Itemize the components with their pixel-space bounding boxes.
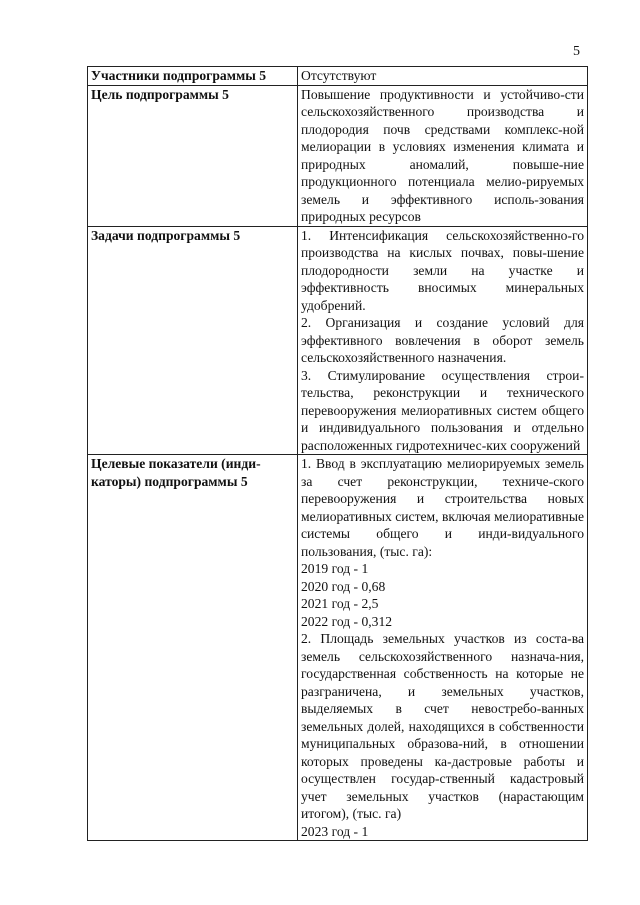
table-row-goal — [88, 85, 588, 226]
indicator-year-value: 2019 год - 1 — [301, 561, 369, 576]
row-label: Цель подпрограммы 5 — [88, 85, 298, 226]
row-label: Целевые показатели (инди-каторы) подпрограммы 5 — [88, 455, 298, 841]
table-row-participants — [88, 67, 588, 86]
task-item: 2. Организация и создание условий для эффективного вовлечения в оборот земель сельскохозяйственного назначения. — [301, 315, 584, 365]
row-value — [298, 226, 588, 455]
row-value — [298, 85, 588, 226]
indicator-year-value: 2021 год - 2,5 — [301, 596, 379, 611]
task-item: 3. Стимулирование осуществления строи-тельства, реконструкции и технического перевооружения мелиоративных систем общего и индивидуального пользования и отдельно расположенных гидротехничес-ких сооружений — [301, 367, 584, 453]
indicator-year-value: 2020 год - 0,68 — [301, 578, 386, 594]
row-value — [298, 67, 588, 86]
row-value — [298, 455, 588, 841]
indicator-text: 1. Ввод в эксплуатацию мелиорируемых земель за счет реконструкции, техниче-ского перевооружения и строительства новых мелиоративных систем, включая мелиоративные системы общего и инди-видуального пользования, (тыс. га): — [301, 456, 584, 559]
subprogram-passport-table — [87, 66, 588, 841]
row-label: Участники подпрограммы 5 — [88, 67, 298, 86]
goal-text: Повышение продуктивности и устойчиво-сти сельскохозяйственного производства и плодородия почв средствами комплекс-ной мелиорации в условиях изменения климата и природных аномалий, повыше-ние продукционного потенциала мелио-рируемых земель и эффективного исполь-зования природных ресурсов — [301, 86, 584, 224]
table-row-indicators — [88, 455, 588, 841]
table-row-tasks — [88, 226, 588, 455]
task-item: 1. Интенсификация сельскохозяйственно-го производства на кислых почвах, повы-шение плодородности земли на участке и эффективность вносимых минеральных удобрений. — [301, 227, 584, 313]
indicator-year-value: 2022 год - 0,312 — [301, 613, 393, 629]
participants-text: Отсутствуют — [301, 68, 377, 83]
indicator-year-value: 2023 год - 1 — [301, 823, 369, 839]
page-number: 5 — [573, 44, 580, 59]
indicator-text: 2. Площадь земельных участков из соста-ва земель сельскохозяйственного назнача-ния, государственная собственность на которые не разграничена, и земельных участков, выделяемых в счет невостребо-ванных земельных долей, находящихся в собственности муниципальных образова-ний, в отношении которых проведены ка-дастровые работы и осуществлен государ-ственный кадастровый учет земельных участков (нарастающим итогом), (тыс. га) — [301, 631, 584, 821]
row-label: Задачи подпрограммы 5 — [88, 226, 298, 455]
